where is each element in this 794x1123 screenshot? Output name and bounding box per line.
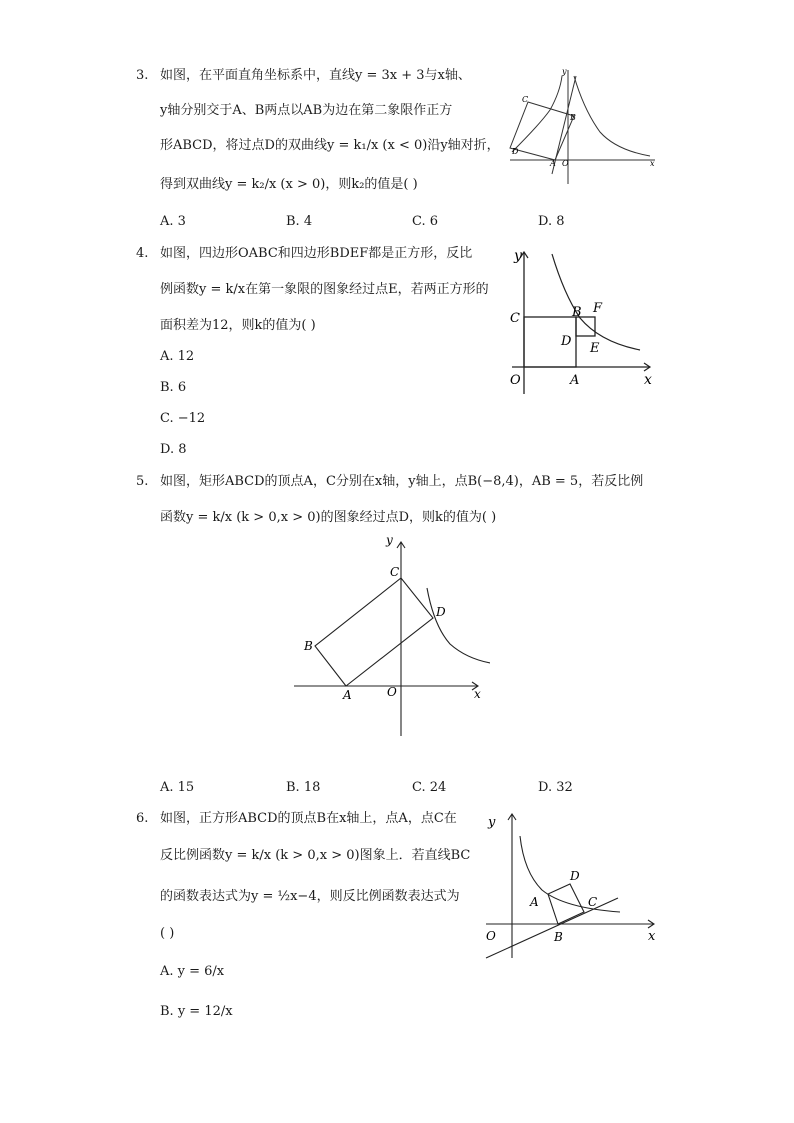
question-text-line: ( ) xyxy=(160,926,175,941)
label-b: B xyxy=(572,305,582,320)
question-text-line: 得到双曲线y = k₂/x (x > 0)，则k₂的值是( ) xyxy=(160,177,418,192)
label-b: B xyxy=(570,113,576,122)
square-abcd xyxy=(548,884,584,924)
hyperbola-left xyxy=(512,76,562,152)
question-text-line: 函数y = k/x (k > 0,x > 0)的图象经过点D，则k的值为( ) xyxy=(160,510,497,525)
question-text-line: y轴分别交于A、B两点以AB为边在第二象限作正方 xyxy=(160,103,453,118)
label-c: C xyxy=(510,311,520,326)
question-text-line: 如图，矩形ABCD的顶点A，C分别在x轴，y轴上，点B(−8,4)，AB = 5，若反比例 xyxy=(160,474,644,489)
label-a: A xyxy=(550,159,556,168)
option-a[interactable]: A. 12 xyxy=(160,349,195,364)
hyperbola xyxy=(427,588,490,664)
label-a: A xyxy=(570,373,580,388)
question-3-figure xyxy=(500,64,660,190)
question-number: 4. xyxy=(136,246,149,261)
label-a: A xyxy=(530,895,539,909)
label-x: x xyxy=(648,929,656,944)
question-text-line: 例函数y = k/x在第一象限的图象经过点E，若两正方形的 xyxy=(160,282,489,297)
option-a[interactable]: A. 15 xyxy=(160,780,195,795)
option-b[interactable]: B. 4 xyxy=(286,214,313,229)
question-text-line: 如图，正方形ABCD的顶点B在x轴上，点A，点C在 xyxy=(160,811,457,826)
label-b: B xyxy=(304,639,313,653)
label-d: D xyxy=(436,605,446,619)
label-d: D xyxy=(570,869,580,883)
label-x: x xyxy=(650,159,655,168)
label-c: C xyxy=(588,895,598,909)
question-text-line: 形ABCD，将过点D的双曲线y = k₁/x (x < 0)沿y轴对折， xyxy=(160,138,500,153)
label-y: y xyxy=(562,67,567,76)
rectangle-abcd xyxy=(315,578,433,686)
option-d[interactable]: D. 8 xyxy=(160,442,187,457)
question-number: 6. xyxy=(136,811,149,826)
label-y: y xyxy=(514,248,522,264)
option-c[interactable]: C. −12 xyxy=(160,411,206,426)
question-text-line: 如图，在平面直角坐标系中，直线y = 3x + 3与x轴、 xyxy=(160,68,471,83)
question-6-figure xyxy=(480,808,660,964)
label-o: O xyxy=(562,159,569,168)
option-c[interactable]: C. 24 xyxy=(412,780,447,795)
option-d[interactable]: D. 8 xyxy=(538,214,565,229)
label-y: y xyxy=(386,536,393,547)
question-5-figure xyxy=(290,536,490,742)
label-o: O xyxy=(387,685,397,699)
label-f: F xyxy=(593,301,603,316)
option-c[interactable]: C. 6 xyxy=(412,214,439,229)
option-b[interactable]: B. 6 xyxy=(160,380,187,395)
question-number: 3. xyxy=(136,68,149,83)
label-d: D xyxy=(512,147,519,156)
label-c: C xyxy=(522,95,529,104)
question-number: 5. xyxy=(136,474,149,489)
question-text-line: 的函数表达式为y = ½x−4，则反比例函数表达式为 xyxy=(160,889,460,904)
option-d[interactable]: D. 32 xyxy=(538,780,573,795)
hyperbola-right xyxy=(574,76,650,156)
square-abcd xyxy=(510,102,574,160)
label-y: y xyxy=(488,815,496,830)
question-text-line: 面积差为12，则k的值为( ) xyxy=(160,318,316,333)
label-x: x xyxy=(644,372,652,388)
question-text-line: 如图，四边形OABC和四边形BDEF都是正方形，反比 xyxy=(160,246,473,261)
label-b: B xyxy=(554,930,563,944)
option-a[interactable]: A. y = 6/x xyxy=(160,964,225,979)
label-c: C xyxy=(390,565,400,579)
question-text-line: 反比例函数y = k/x (k > 0,x > 0)图象上．若直线BC xyxy=(160,848,471,863)
label-d: D xyxy=(561,334,572,349)
option-b[interactable]: B. 18 xyxy=(286,780,321,795)
label-o: O xyxy=(510,373,521,388)
option-a[interactable]: A. 3 xyxy=(160,214,186,229)
label-x: x xyxy=(474,687,481,701)
question-4-figure xyxy=(500,244,660,400)
label-e: E xyxy=(590,341,600,356)
option-b[interactable]: B. y = 12/x xyxy=(160,1004,233,1019)
label-a: A xyxy=(343,688,352,702)
label-o: O xyxy=(486,929,496,943)
